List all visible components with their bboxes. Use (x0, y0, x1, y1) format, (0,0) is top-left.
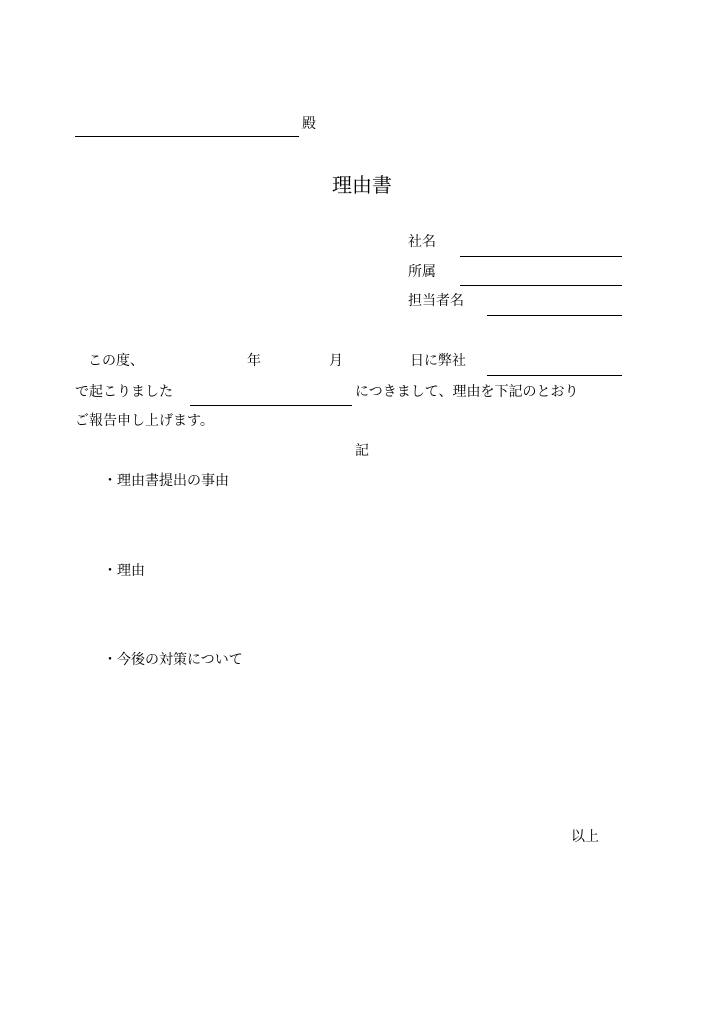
regarding-text: につきまして、理由を下記のとおり (355, 384, 579, 400)
item-future-measures: ・今後の対策について (103, 652, 243, 668)
month-label: 月 (329, 353, 343, 369)
department-blank[interactable] (460, 285, 622, 286)
honorific-text: 殿 (302, 116, 316, 132)
ki-heading: 記 (355, 443, 369, 459)
incident-blank[interactable] (190, 405, 352, 406)
year-label: 年 (247, 353, 261, 369)
intro-text: この度、 (88, 353, 144, 369)
report-text: ご報告申し上げます。 (75, 413, 214, 429)
person-in-charge-label: 担当者名 (408, 293, 464, 309)
location-blank[interactable] (487, 375, 622, 376)
closing-text: 以上 (571, 829, 599, 845)
document-title: 理由書 (332, 173, 392, 197)
item-reason-for-submission: ・理由書提出の事由 (103, 473, 229, 489)
company-name-blank[interactable] (460, 256, 622, 257)
company-name-label: 社名 (408, 234, 436, 250)
day-company-label: 日に弊社 (410, 353, 466, 369)
occurred-text: で起こりました (75, 384, 173, 400)
department-label: 所属 (408, 264, 436, 280)
item-reason: ・理由 (103, 563, 145, 579)
person-in-charge-blank[interactable] (487, 315, 622, 316)
recipient-name-blank[interactable] (75, 136, 299, 137)
